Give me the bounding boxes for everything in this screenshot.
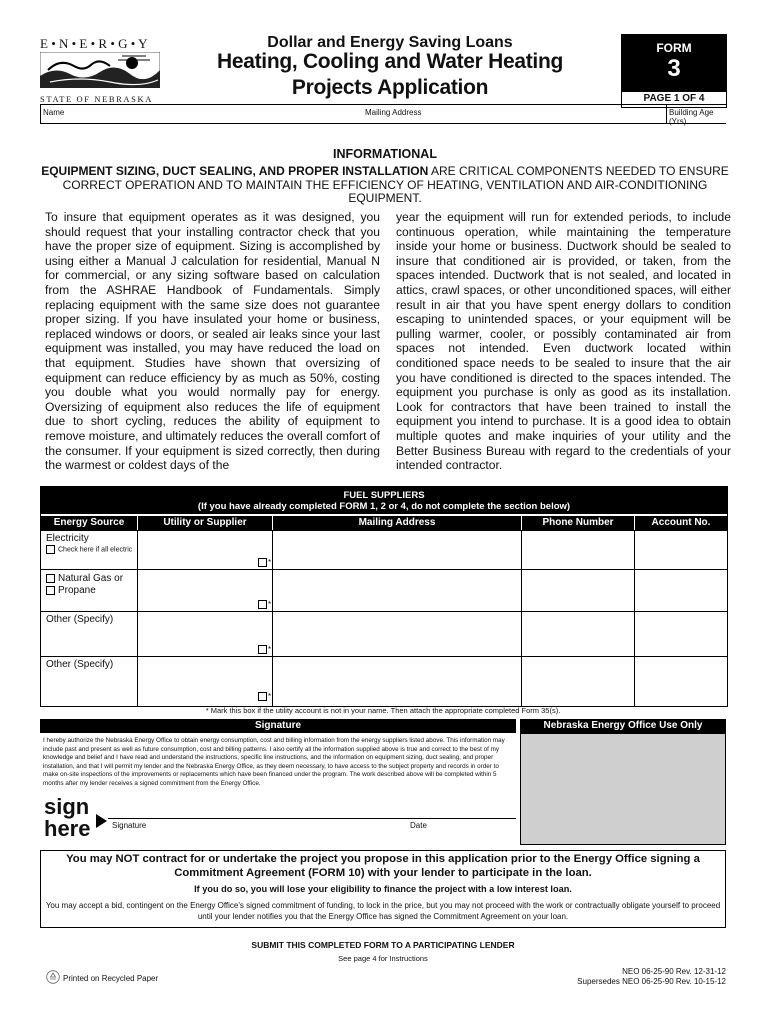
propane-option[interactable]: Propane — [46, 585, 96, 596]
electricity-label: Electricity — [46, 533, 89, 544]
nebraska-energy-logo-icon — [40, 52, 160, 88]
signature-label: Signature — [112, 821, 147, 830]
mailing-address-field-label: Mailing Address — [365, 108, 422, 117]
building-age-divider — [666, 105, 667, 123]
form-title-line1: Heating, Cooling and Water Heating — [216, 50, 564, 73]
signature-field[interactable] — [108, 796, 404, 818]
fuel-suppliers-table — [40, 486, 728, 707]
building-age-field-label: Building Age (Yrs) — [669, 108, 714, 126]
electricity-account-mark[interactable]: * — [258, 558, 271, 567]
see-instructions-note: See page 4 for Instructions — [338, 954, 428, 963]
revision-info — [500, 967, 726, 986]
form-title-line2: Projects Application — [291, 76, 489, 99]
informational-left-column: To insure that equipment operates as it was designed, you should request that your installing contractor check that you have the proper size of equipment. Sizing is accomplished by using either a Manual J calculation for residential, Manual N for commercial, or any sizing software based on calculation from the ASHRAE Handbook of Fundamentals. Simply replacing equipment with the same size does not guarantee proper sizing. If you have insulated your home or business, replaced windows or doors, or sealed air leaks since your last equipment was installed, you may have reduced the load on that equipment. Studies have shown that oversizing of equipment can reduce efficiency by as much as 50%, costing you double what you would normally pay for energy. Oversizing of equipment also reduces the life of equipment due to short cycling, reduces the ability of equipment to remove moisture, and ultimately reduces the overall comfort of the consumer. If your equipment is sized correctly, then during the warmest or coldest days of the — [45, 210, 380, 473]
other-specify-label-1: Other (Specify) — [46, 614, 114, 625]
revision-number: NEO 06-25-90 Rev. 12-31-12 — [622, 967, 726, 976]
office-use-box — [520, 733, 726, 845]
signature-heading: Signature — [40, 719, 516, 733]
mailing-address-field[interactable] — [325, 122, 660, 140]
informational-heading: INFORMATIONAL — [333, 147, 437, 161]
natural-gas-checkbox[interactable] — [46, 574, 55, 583]
informational-subheading: EQUIPMENT SIZING, DUCT SEALING, AND PROPER INSTALLATION ARE CRITICAL COMPONENTS NEEDED TO ENSURE CORRECT OPERATION AND TO MAINTAIN THE EFFICIENCY OF HEATING, VENTILATION AND AIR-CONDITIONING EQUIPMENT. — [41, 164, 729, 205]
gas-account-mark[interactable]: * — [258, 600, 271, 609]
form-number-box — [621, 34, 727, 108]
all-electric-checkbox[interactable] — [46, 545, 55, 554]
warning-eligibility: If you do so, you will lose your eligibility to finance the project with a low interest loan. — [194, 884, 572, 894]
recycled-paper-note: Printed on Recycled Paper — [63, 974, 159, 983]
warning-bid-note: You may accept a bid, contingent on the Energy Office's signed commitment of funding, to lock in the price, but you may not proceed with the work or contractually obligate yourself to proceed until your lender notifies you that the Energy Office has signed the Commitment Agreement on your loan. — [45, 901, 721, 921]
recycle-icon — [46, 970, 60, 984]
applicant-info-row — [40, 104, 726, 124]
all-electric-option[interactable]: Check here if all electric — [46, 545, 132, 554]
sign-here-callout: sign here — [44, 794, 91, 841]
name-field-label: Name — [43, 108, 65, 117]
fuel-suppliers-subtitle: (If you have already completed FORM 1, 2 or 4, do not complete the section below) — [197, 501, 571, 512]
date-field[interactable] — [408, 796, 516, 818]
signature-line — [108, 818, 516, 819]
other1-account-checkbox[interactable] — [258, 645, 267, 654]
form-label: FORM — [656, 41, 692, 55]
form-number: 3 — [667, 55, 681, 82]
col-mailing-address: Mailing Address — [273, 516, 521, 530]
other-specify-label-2: Other (Specify) — [46, 659, 114, 670]
other1-account-mark[interactable]: * — [258, 645, 271, 654]
electricity-account-checkbox[interactable] — [258, 558, 267, 567]
page-indicator: PAGE 1 OF 4 — [643, 93, 705, 104]
other2-account-checkbox[interactable] — [258, 692, 267, 701]
date-label: Date — [410, 821, 427, 830]
building-age-field[interactable] — [667, 122, 725, 140]
col-utility-supplier: Utility or Supplier — [138, 516, 272, 530]
warning-main: You may NOT contract for or undertake the project you propose in this application prior to the Energy Office signing a Commitment Agreement (FORM 10) with your lender to participate in the loan. — [66, 853, 700, 879]
authorization-text: I hereby authorize the Nebraska Energy Office to obtain energy consumption, cost and billing information from the energy suppliers listed above. This information may include past and present as well as future consumption, cost and billing patterns. I also certify all the information supplied above is true and correct to the best of my knowledge and belief and I have read and understand the instructions, specific line instructions, and the information on equipment sizing, duct sealing, and proper installation, and that I will permit my lender and the Nebraska Energy Office, as they deem necessary, to have access to the subject property and records in order to make on-site inspections of the improvements or replacements which have been financed under the program. The work described above will be completed within 5 months after my lender receives a signed commitment from the Energy Office. — [43, 737, 505, 787]
fuel-suppliers-title: FUEL SUPPLIERS — [343, 490, 425, 501]
propane-checkbox[interactable] — [46, 586, 55, 595]
supersedes-note: Supersedes NEO 06-25-90 Rev. 10-15-12 — [577, 976, 726, 986]
natural-gas-option[interactable]: Natural Gas or — [46, 573, 123, 584]
other2-account-mark[interactable]: * — [258, 692, 271, 701]
sign-here-arrow-icon — [96, 814, 107, 828]
gas-account-checkbox[interactable] — [258, 600, 267, 609]
office-use-heading: Nebraska Energy Office Use Only — [520, 719, 726, 733]
logo-wordmark: E • N • E • R • G • Y — [40, 36, 148, 51]
col-phone-number: Phone Number — [522, 516, 634, 530]
col-energy-source: Energy Source — [41, 516, 137, 530]
informational-right-column: year the equipment will run for extended periods, to include continuous operation, while maintaining the temperature inside your home or business. Ductwork should be sealed to insure that conditioned air is provided, or taken, from the spaces intended. Ductwork that is not sealed, and located in attics, crawl spaces, or other unconditioned spaces, will either result in air that you have spent energy dollars to condition escaping to unintended spaces, or your equipment will be pulling warmer, cooler, or possibly contaminated air from spaces not intended. Even ductwork located within conditioned space needs to be sealed to insure that the air you have conditioned is directed to the spaces intended. The equipment you purchase is only as good as its installation. Look for contractors that have been trained to install the equipment you intend to purchase. It is a good idea to obtain multiple quotes and make inquiries of your utility and the Better Business Bureau with regard to the credentials of your intended contractor. — [396, 210, 731, 473]
col-account-no: Account No. — [635, 516, 727, 530]
program-title: Dollar and Energy Saving Loans — [267, 34, 513, 51]
name-field[interactable] — [40, 122, 320, 140]
logo-state-text: STATE OF NEBRASKA — [40, 94, 153, 104]
fuel-suppliers-header — [41, 487, 727, 514]
submit-instruction: SUBMIT THIS COMPLETED FORM TO A PARTICIPATING LENDER — [251, 940, 515, 950]
fuel-footnote: * Mark this box if the utility account is not in your name. Then attach the appropriate completed Form 35(s). — [205, 706, 561, 715]
